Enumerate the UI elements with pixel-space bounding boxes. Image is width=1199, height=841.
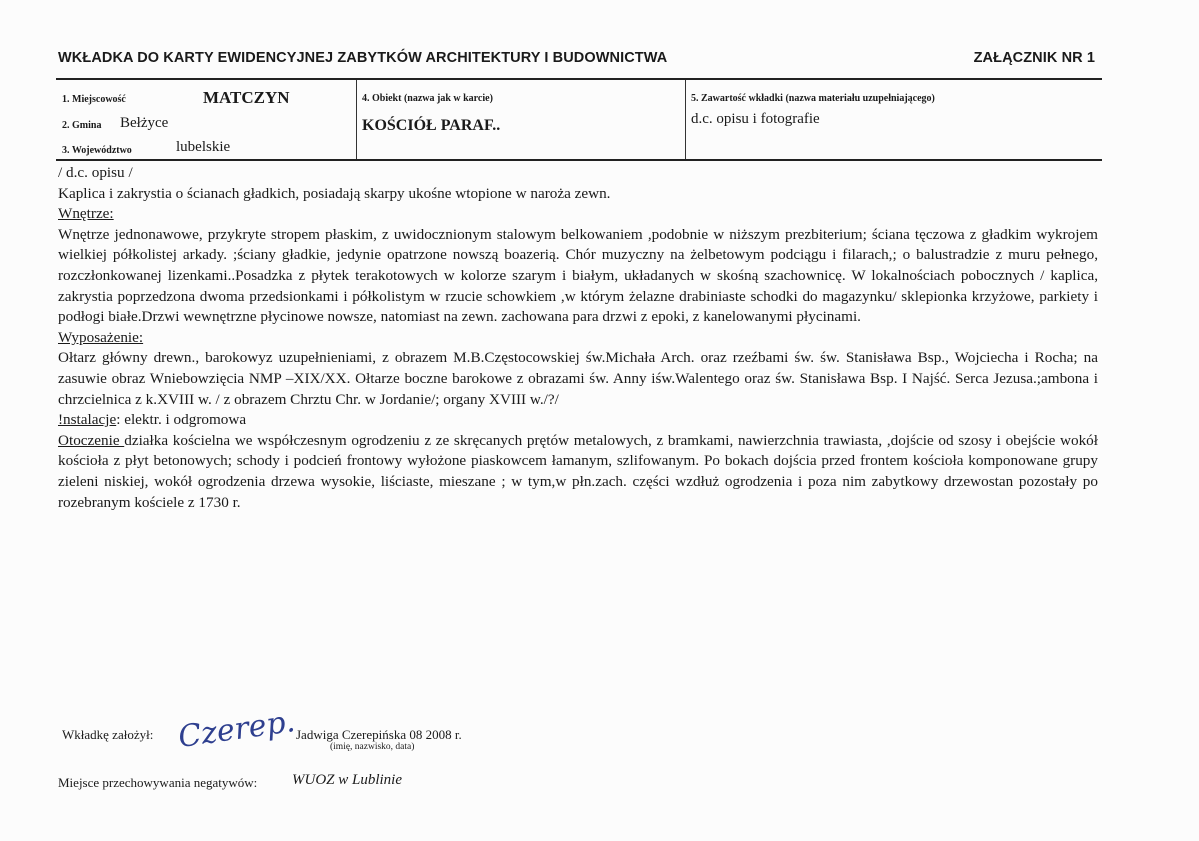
description-body xyxy=(58,163,1098,513)
document-title: WKŁADKA DO KARTY EWIDENCYJNEJ ZABYTKÓW ARCHITEKTURY I BUDOWNICTWA xyxy=(58,50,668,66)
instalacje-heading: !nstalacje xyxy=(58,411,117,429)
annex-number: ZAŁĄCZNIK NR 1 xyxy=(973,50,1095,66)
negatywy-label: Miejsce przechowywania negatywów: xyxy=(58,775,258,790)
obiekt-label: 4. Obiekt (nazwa jak w karcie) xyxy=(362,93,493,104)
author-name-date: Jadwiga Czerepińska 08 2008 r. xyxy=(296,727,462,742)
otoczenie-text: działka kościelna we współczesnym ogrodzeniu z ze skręcanych prętów metalowych, z bramkami, nawierzchnia trawiasta, ,dojście od szosy i obejście wokół kościoła z płyt betonowych; schody i podcień frontowy wyłożone piaskowcem łamanym, szlifowanym. Po bokach dojścia przed frontem kościoła komponowane grupy zieleni niskiej, wokół ogrodzenia drzewa wysokie, liściaste, mieszane ; w tym,w płn.zach. części wzdłuż ogrodzenia i poza nim zabytkowy drzewostan pozostały po rozebranym kościele z 1730 r. xyxy=(58,431,1098,511)
zawartosc-label: 5. Zawartość wkładki (nazwa materiału uzupełniającego) xyxy=(691,93,935,104)
column-divider-2 xyxy=(685,80,686,159)
wnetrze-paragraph: Wnętrze jednonawowe, przykryte stropem płaskim, z uwidocznionym stalowym belkowaniem ,podobnie w niższym prezbiterium; ściana tęczowa z gładkim wykrojem wielkiej półkolistej arkady. ;ściany gładkie, jedynie opatrzone nowszą boazerią. Chór muzyczny na żelbetowym podciągu i filarach,; o balustradzie z muru pełnego, rozczłonkowanej lizenkami..Posadzka z płytek terakotowych w kolorze szarym i białym, układanych w skośną szachownicę. W lokalnościach pobocznych / kaplica, zakrystia poprzedzona dwoma przedsionkami i półkolistym w rzucie schowkiem ,w którym żelazne drabiniaste schodki do magazynku/ sklepionka krzyżowe, parkiety i podłogi białe.Drzwi wewnętrzne płycinowe nowsze, natomiast na zewn. zachowana para drzwi z epoki, z kanelowanymi płycinami. xyxy=(58,225,1098,326)
wnetrze-heading: Wnętrze: xyxy=(58,205,114,223)
gmina-label: 2. Gmina xyxy=(62,120,102,131)
otoczenie-heading: Otoczenie xyxy=(58,431,125,449)
signature: Czerep. xyxy=(176,704,298,755)
miejscowosc-label: 1. Miejscowość xyxy=(62,94,126,105)
top-rule xyxy=(56,78,1102,80)
miejscowosc-value: MATCZYN xyxy=(203,88,290,107)
wyposazenie-paragraph: Ołtarz główny drewn., barokowyz uzupełnieniami, z obrazem M.B.Częstocowskiej św.Michała Arch. oraz rzeźbami św. św. Stanisława Bsp., Wojciecha i Rocha; na zasuwie obraz Wniebowzięcia NMP –XIX/XX. Ołtarze boczne barokowe z obrazami św. Anny iśw.Walentego oraz św. Stanisława Bsp. I Najść. Serca Jezusa.;ambona i chrzcielnica z k.XVIII w. / z obrazem Chrztu Chr. w Jordanie/; organy XVIII w./?/ xyxy=(58,349,1098,408)
bottom-rule xyxy=(56,159,1102,161)
wojewodztwo-label: 3. Województwo xyxy=(62,145,132,156)
author-note: (imię, nazwisko, data) xyxy=(330,742,415,752)
column-divider-1 xyxy=(356,80,357,159)
kaplica-paragraph: Kaplica i zakrystia o ścianach gładkich, posiadają skarpy ukośne wtopione w naroża zewn. xyxy=(58,184,611,202)
intro-line: / d.c. opisu / xyxy=(58,164,133,181)
gmina-value: Bełżyce xyxy=(120,115,169,131)
instalacje-text: : elektr. i odgromowa xyxy=(116,411,247,429)
obiekt-value: KOŚCIÓŁ PARAF.. xyxy=(362,117,501,134)
negatywy-value: WUOZ w Lublinie xyxy=(292,772,403,788)
wyposazenie-heading: Wyposażenie: xyxy=(58,328,144,346)
wojewodztwo-value: lubelskie xyxy=(176,139,231,155)
zalozyl-label: Wkładkę założył: xyxy=(62,727,154,742)
zawartosc-value: d.c. opisu i fotografie xyxy=(691,111,820,127)
